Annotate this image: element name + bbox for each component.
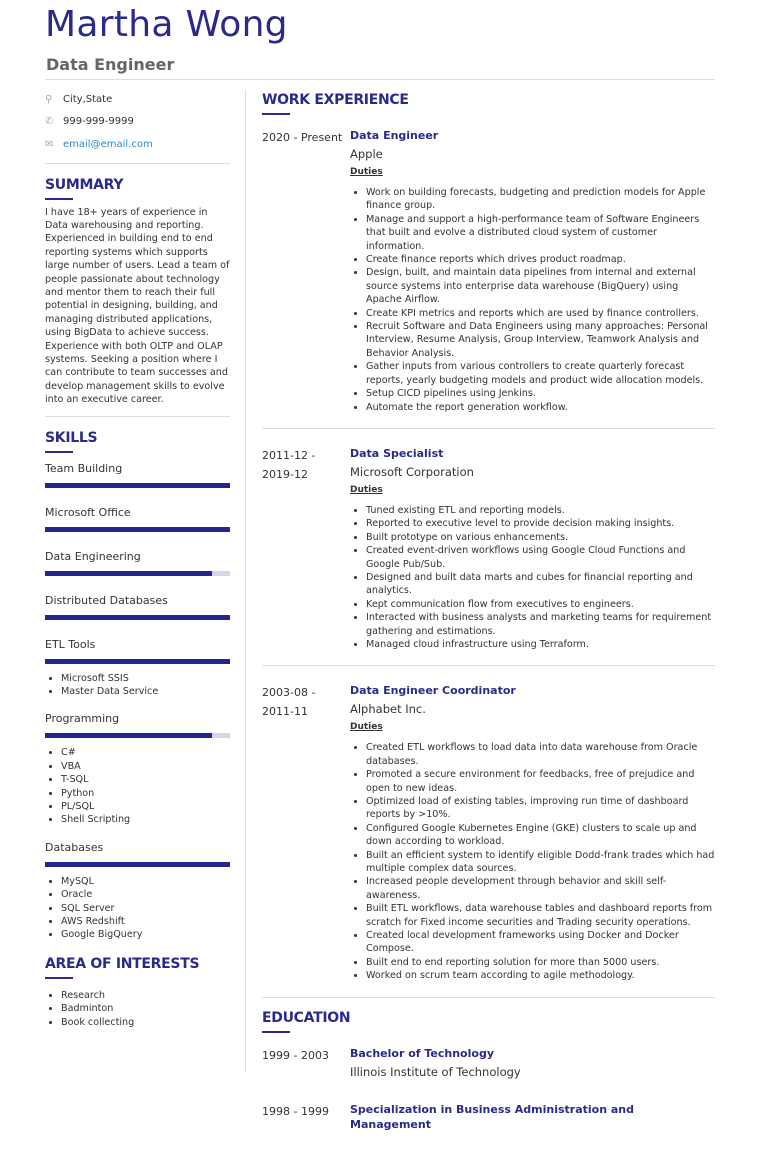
duty-item: • Built an efficient system to identify eligible Dodd-frank trades which had multiple complex data sources. — [366, 849, 715, 876]
job-entry — [262, 683, 715, 982]
duty-item: • Promoted a secure environment for feedbacks, free of prejudice and open to new ideas. — [366, 768, 715, 795]
skill-item — [45, 841, 230, 942]
column-divider — [245, 90, 246, 1072]
duty-item: • Design, built, and maintain data pipelines from internal and external source systems into enterprise data warehouse (BigQuery) using Apache Airflow. — [366, 266, 715, 306]
duties-list — [350, 186, 715, 414]
skill-name: Microsoft Office — [45, 505, 131, 519]
skill-item — [45, 638, 230, 699]
right-column — [262, 88, 715, 1154]
skill-name: ETL Tools — [45, 637, 96, 651]
duty-item: • Designed and built data marts and cubes for financial reporting and analytics. — [366, 571, 715, 598]
skill-level-bar — [45, 527, 230, 532]
skill-subitem: • SQL Server — [61, 902, 230, 915]
heading-underline — [45, 977, 73, 979]
section-divider — [45, 416, 230, 417]
skill-subitem: • PL/SQL — [61, 800, 230, 813]
skill-subitem: • Shell Scripting — [61, 813, 230, 826]
job-end-date: 2011-11 — [262, 705, 308, 719]
job-divider — [262, 428, 715, 429]
contact-email[interactable] — [45, 133, 230, 156]
job-company: Apple — [350, 147, 383, 161]
job-role: Data Engineer Coordinator — [350, 684, 516, 698]
contact-location — [45, 88, 230, 111]
job-divider — [262, 665, 715, 666]
heading-underline — [262, 1031, 290, 1033]
summary-text: I have 18+ years of experience in Data warehousing and reporting. Experienced in building end to end reporting systems which supports large number of users. Lead a team of people passionate about technology and mentor them to reach their full potential in designing, building, and managing distributed applications, using BigData to achieve success. Experience with both OLTP and OLAP systems. Seeking a position where I can contribute to team successes and develop management skills to evolve into an executive career. — [45, 206, 230, 406]
skill-level-bar — [45, 862, 230, 867]
duty-item: • Gather inputs from various controllers to create quarterly forecast reports, yearly budgeting models and product wide allocation models. — [366, 360, 715, 387]
summary-section — [45, 177, 230, 407]
skill-subitem: • Google BigQuery — [61, 928, 230, 941]
duty-item: • Optimized load of existing tables, improving run time of dashboard reports by >10%. — [366, 795, 715, 822]
duty-item: • Reported to executive level to provide decision making insights. — [366, 517, 715, 530]
job-entry — [262, 446, 715, 651]
job-dates — [262, 446, 350, 651]
duty-item: • Recruit Software and Data Engineers using many approaches: Personal Interview, Resume Analysis, Group Interview, Teamwork Analysis and Behavior Analysis. — [366, 320, 715, 360]
phone-icon: ✆ — [45, 116, 54, 128]
duties-list — [350, 741, 715, 982]
education-body — [350, 1046, 715, 1080]
skill-name: Team Building — [45, 461, 123, 475]
skill-level-bar — [45, 615, 230, 620]
skills-heading: SKILLS — [45, 429, 98, 446]
job-role: Data Engineer — [350, 129, 439, 142]
duty-item: • Increased people development through behavior and skill self-awareness. — [366, 875, 715, 902]
education-degree: Bachelor of Technology — [350, 1046, 494, 1060]
duty-item: • Interacted with business analysts and marketing teams for requirement gathering and estimations. — [366, 611, 715, 638]
skill-level-fill — [45, 862, 230, 867]
job-end-date: 2019-12 — [262, 467, 308, 481]
education-school: Illinois Institute of Technology — [350, 1064, 521, 1079]
skill-level-bar — [45, 483, 230, 488]
job-company: Microsoft Corporation — [350, 464, 474, 479]
skill-subitem: • C# — [61, 746, 230, 759]
duty-item: • Built end to end reporting solution for more than 5000 users. — [366, 956, 715, 969]
contact-phone — [45, 111, 230, 134]
skill-subitem: • VBA — [61, 760, 230, 773]
skill-subitem: • T-SQL — [61, 773, 230, 786]
skill-level-fill — [45, 527, 230, 532]
skill-subitem: • Master Data Service — [61, 685, 230, 698]
interests-list — [45, 989, 230, 1029]
section-divider — [262, 997, 715, 998]
phone-text: 999-999-9999 — [63, 116, 134, 128]
skill-level-bar — [45, 571, 230, 576]
skill-level-fill — [45, 483, 230, 488]
skill-level-fill — [45, 571, 212, 576]
education-body — [350, 1102, 715, 1132]
job-start-date: 2011-12 - — [262, 448, 316, 462]
interest-item: • Book collecting — [61, 1016, 230, 1029]
envelope-icon: ✉ — [45, 138, 54, 150]
education-degree: Specialization in Business Administration and Management — [350, 1102, 635, 1131]
duty-item: • Worked on scrum team according to agile methodology. — [366, 969, 715, 982]
heading-underline — [45, 451, 73, 453]
skill-level-bar — [45, 659, 230, 664]
duty-item: • Setup CICD pipelines using Jenkins. — [366, 387, 715, 400]
skill-subitem: • Oracle — [61, 888, 230, 901]
left-column — [45, 88, 230, 1029]
duty-item: • Kept communication flow from executives to engineers. — [366, 598, 715, 611]
job-dates — [262, 128, 350, 414]
skill-subitem: • AWS Redshift — [61, 915, 230, 928]
skill-item — [45, 712, 230, 826]
education-dates: 1998 - 1999 — [262, 1104, 329, 1118]
duty-item: • Create KPI metrics and reports which are used by finance controllers. — [366, 307, 715, 320]
skill-subitems — [45, 875, 230, 942]
skill-subitem: • MySQL — [61, 875, 230, 888]
work-list — [262, 128, 715, 983]
skill-level-fill — [45, 659, 230, 664]
interest-item: • Badminton — [61, 1002, 230, 1015]
skills-list — [45, 462, 230, 942]
duty-item: • Manage and support a high-performance team of Software Engineers that built and evolve a distributed cloud system of customer information. — [366, 213, 715, 253]
work-heading: WORK EXPERIENCE — [262, 92, 409, 108]
education-list — [262, 1046, 715, 1132]
candidate-name: Martha Wong — [45, 4, 288, 45]
skill-subitem: • Python — [61, 787, 230, 800]
heading-underline — [262, 113, 290, 115]
duties-label: Duties — [350, 722, 383, 733]
education-heading: EDUCATION — [262, 1009, 351, 1026]
skill-name: Distributed Databases — [45, 593, 168, 607]
duty-item: • Managed cloud infrastructure using Terraform. — [366, 638, 715, 651]
job-company: Alphabet Inc. — [350, 702, 426, 717]
summary-heading: SUMMARY — [45, 176, 124, 193]
location-text: City,State — [63, 93, 113, 105]
email-link[interactable]: email@email.com — [63, 138, 153, 150]
skill-name: Databases — [45, 840, 104, 854]
job-body — [350, 683, 715, 982]
interest-item: • Research — [61, 989, 230, 1002]
skill-subitems — [45, 672, 230, 699]
job-start-date: 2003-08 - — [262, 686, 316, 700]
job-title: Data Engineer — [46, 55, 175, 74]
location-pin-icon: ⚲ — [45, 93, 53, 105]
heading-underline — [45, 198, 73, 200]
duty-item: • Configured Google Kubernetes Engine (GKE) clusters to scale up and down according to workload. — [366, 822, 715, 849]
skill-item — [45, 550, 230, 576]
skill-level-bar — [45, 733, 230, 738]
section-divider — [45, 163, 230, 164]
interests-heading: AREA OF INTERESTS — [45, 955, 200, 972]
education-dates: 1999 - 2003 — [262, 1048, 329, 1062]
job-body — [350, 446, 715, 651]
job-body — [350, 128, 715, 414]
education-entry — [262, 1046, 715, 1080]
interests-section — [45, 956, 230, 1029]
skill-level-fill — [45, 615, 230, 620]
duty-item: • Built prototype on various enhancements. — [366, 531, 715, 544]
duty-item: • Created local development frameworks using Docker and Docker Compose. — [366, 929, 715, 956]
duties-list — [350, 504, 715, 651]
duty-item: • Built ETL workflows, data warehouse tables and dashboard reports from scratch for Fixed income securities and Trading security operations. — [366, 902, 715, 929]
skill-subitem: • Microsoft SSIS — [61, 672, 230, 685]
skill-level-fill — [45, 733, 212, 738]
skill-item — [45, 462, 230, 488]
job-entry — [262, 128, 715, 414]
skills-section — [45, 430, 230, 942]
skill-name: Data Engineering — [45, 549, 141, 563]
duties-label: Duties — [350, 484, 383, 495]
job-role: Data Specialist — [350, 446, 444, 460]
duty-item: • Automate the report generation workflow. — [366, 401, 715, 414]
job-dates-text: 2020 - Present — [262, 131, 343, 144]
duty-item: • Work on building forecasts, budgeting and prediction models for Apple finance group. — [366, 186, 715, 213]
header-divider — [45, 79, 715, 80]
skill-name: Programming — [45, 712, 120, 726]
duty-item: • Created ETL workflows to load data into data warehouse from Oracle databases. — [366, 741, 715, 768]
duties-label: Duties — [350, 167, 383, 177]
skill-item — [45, 506, 230, 532]
skill-item — [45, 594, 230, 620]
duty-item: • Created event-driven workflows using Google Cloud Functions and Google Pub/Sub. — [366, 544, 715, 571]
duty-item: • Create finance reports which drives product roadmap. — [366, 253, 715, 266]
skill-subitems — [45, 746, 230, 826]
duty-item: • Tuned existing ETL and reporting models. — [366, 504, 715, 517]
education-entry — [262, 1102, 715, 1132]
job-dates — [262, 683, 350, 982]
